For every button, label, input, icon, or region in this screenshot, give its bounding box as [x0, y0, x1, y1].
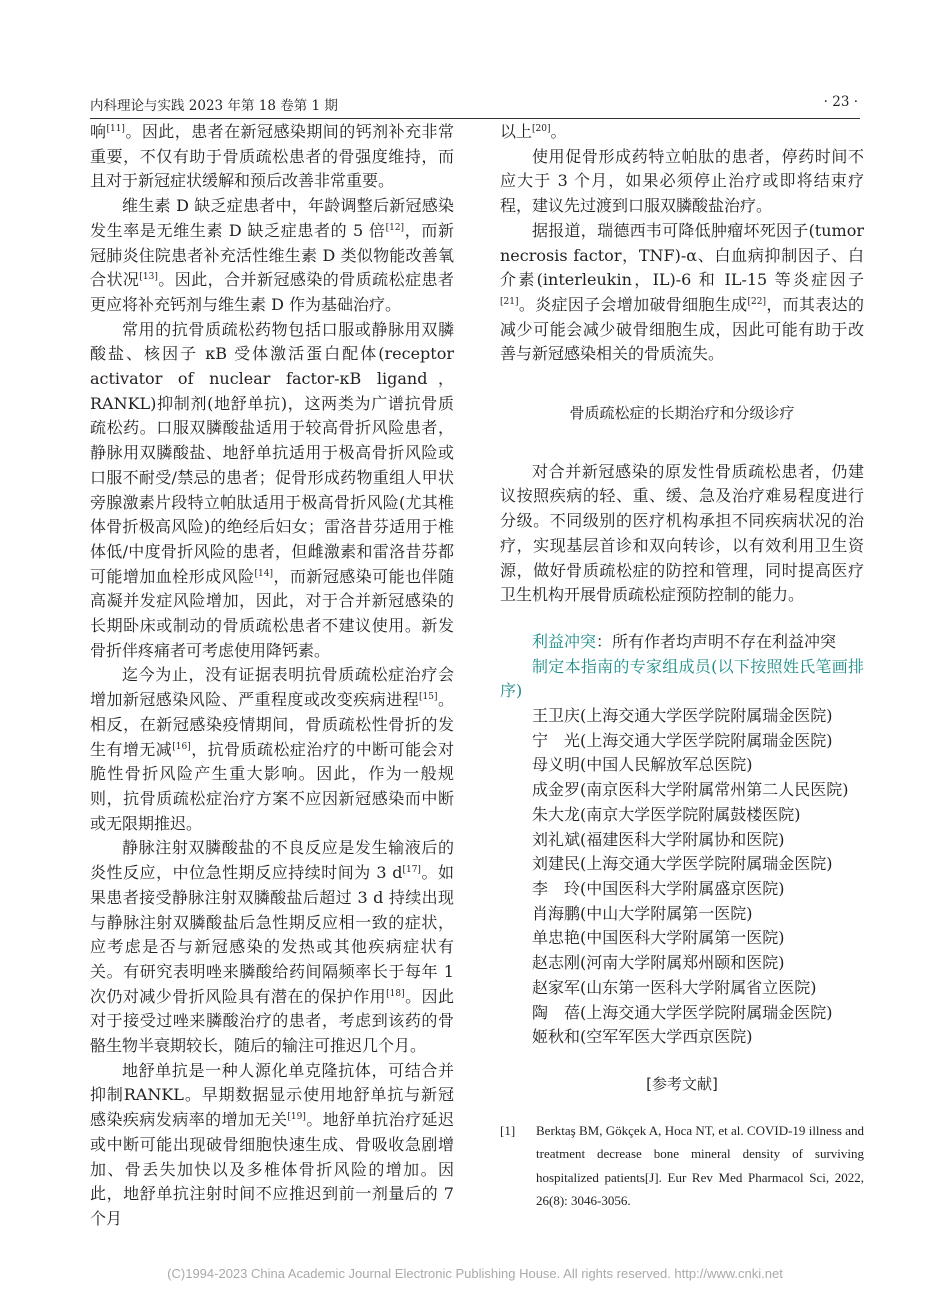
right-column [500, 120, 864, 1213]
expert-group-heading: 制定本指南的专家组成员(以下按照姓氏笔画排序) [500, 656, 864, 701]
copyright-footer: (C)1994-2023 China Academic Journal Electronic Publishing House. All rights reserved. http://www.cnki.net [167, 1266, 783, 1281]
paragraph-4: 迄今为止，没有证据表明抗骨质疏松症治疗会增加新冠感染风险、严重程度或改变疾病进程[15]。相反，在新冠感染疫情期间，骨质疏松性骨折的发生有增无减[16]，抗骨质疏松症治疗的中断可能会对脆性骨折风险产生重大影响。因此，作为一般规则，抗骨质疏松症治疗方案不应因新冠感染而中断或无限期推迟。 [90, 665, 454, 833]
paragraph-6: 地舒单抗是一种人源化单克隆抗体，可结合并抑制RANKL。早期数据显示使用地舒单抗与新冠感染疾病发病率的增加无关[19]。地舒单抗治疗延迟或中断可能出现破骨细胞快速生成、骨吸收急剧增加、骨丢失加快以及多椎体骨折风险的增加。因此，地舒单抗注射时间不应推迟到前一剂量后的 7 个月 [90, 1060, 454, 1228]
expert-member: 赵志刚(河南大学附属郑州颐和医院) [532, 953, 785, 973]
paragraph-5: 静脉注射双膦酸盐的不良反应是发生输液后的炎性反应，中位急性期反应持续时间为 3 d[17]。如果患者接受静脉注射双膦酸盐后超过 3 d 持续出现与静脉注射双膦酸盐后急性期反应相一致的症状，应考虑是否与新冠感染的发热或其他疾病症状有关。有研究表明唑来膦酸给药间隔频率长于每年 1 次仍对减少骨折风险具有潜在的保护作用[18]。因此对于接受过唑来膦酸治疗的患者，考虑到该药的骨骼生物半衰期较长，随后的输注可推迟几个月。 [90, 838, 454, 1056]
expert-member: 陶 蓓(上海交通大学医学院附属瑞金医院) [532, 1002, 833, 1022]
paragraph-10: 对合并新冠感染的原发性骨质疏松患者，仍建议按照疾病的轻、重、缓、急及治疗难易程度进行分级。不同级别的医疗机构承担不同疾病状况的治疗，实现基层首诊和双向转诊，以有效利用卫生资源，做好骨质疏松症的防控和管理，同时提高医疗卫生机构开展骨质疏松症预防控制的能力。 [500, 461, 864, 605]
reference-text: Berktaş BM, Gökçek A, Hoca NT, et al. COVID-19 illness and treatment decrease bone mineral density of surviving hospitalized patients[J]. Eur Rev Med Pharmacol Sci, 2022, 26(8): 3046-3056. [536, 1122, 864, 1209]
header-rule [90, 118, 860, 119]
page-number: · 23 · [823, 94, 858, 110]
reference-number: [1] [500, 1122, 516, 1138]
expert-member-list [500, 704, 864, 1050]
expert-member: 王卫庆(上海交通大学医学院附属瑞金医院) [532, 706, 833, 726]
paragraph-7: 以上[20]。 [500, 122, 567, 141]
expert-member: 刘建民(上海交通大学医学院附属瑞金医院) [532, 854, 833, 874]
expert-member: 姬秋和(空军军医大学西京医院) [532, 1027, 753, 1047]
expert-member: 刘礼斌(福建医科大学附属协和医院) [532, 829, 785, 849]
reference-item [500, 1119, 864, 1213]
section-title: 骨质疏松症的长期治疗和分级诊疗 [569, 404, 795, 423]
expert-member: 单忠艳(中国医科大学附属第一医院) [532, 928, 785, 948]
expert-member: 李 玲(中国医科大学附属盛京医院) [532, 878, 785, 898]
journal-header: 内科理论与实践 2023 年第 18 卷第 1 期 [90, 98, 338, 114]
expert-member: 朱大龙(南京大学医学院附属鼓楼医院) [532, 804, 801, 824]
references-title: [参考文献] [646, 1074, 718, 1093]
paragraph-8: 使用促骨形成药特立帕肽的患者，停药时间不应大于 3 个月，如果必须停止治疗或即将结束疗程，建议先过渡到口服双膦酸盐治疗。 [500, 146, 864, 216]
expert-member: 母义明(中国人民解放军总医院) [532, 755, 753, 775]
paragraph-9: 据报道，瑞德西韦可降低肿瘤坏死因子(tumor necrosis factor，TNF)-α、白血病抑制因子、白介素(interleukin，IL)-6 和 IL-15 等炎症因子[21]。炎症因子会增加破骨细胞生成[22]，而其表达的减少可能会减少破骨细胞生成，因此可能有助于改善与新冠感染相关的骨质流失。 [500, 220, 864, 364]
expert-member: 赵家军(山东第一医科大学附属省立医院) [532, 977, 817, 997]
expert-member: 肖海鹏(中山大学附属第一医院) [532, 903, 753, 923]
paragraph-2: 维生素 D 缺乏症患者中，年龄调整后新冠感染发生率是无维生素 D 缺乏症患者的 5 倍[12]，而新冠肺炎住院患者补充活性维生素 D 类似物能改善氧合状况[13]。因此，合并新冠感染的骨质疏松症患者更应将补充钙剂与维生素 D 作为基础治疗。 [90, 196, 454, 314]
expert-member: 成金罗(南京医科大学附属常州第二人民医院) [532, 780, 849, 800]
left-column [90, 120, 454, 1232]
paragraph-3: 常用的抗骨质疏松药物包括口服或静脉用双膦酸盐、核因子 κB 受体激活蛋白配体(receptor activator of nuclear factor-κB ligand，RANKL)抑制剂(地舒单抗)，这两类为广谱抗骨质疏松药。口服双膦酸盐适用于较高骨折风险患者，静脉用双膦酸盐、地舒单抗适用于极高骨折风险或口服不耐受/禁忌的患者；促骨形成药物重组人甲状旁腺激素片段特立帕肽适用于极高骨折风险(尤其椎体骨折极高风险)的绝经后妇女；雷洛昔芬适用于椎体低/中度骨折风险的患者，但雌激素和雷洛昔芬都可能增加血栓形成风险[14]，而新冠感染可能也伴随高凝并发症风险增加，因此，对于合并新冠感染的长期卧床或制动的骨质疏松患者不建议使用。新发骨折伴疼痛者可考虑使用降钙素。 [90, 319, 454, 660]
conflict-of-interest: 利益冲突：所有作者均声明不存在利益冲突 [532, 631, 837, 651]
paragraph-1: 响[11]。因此，患者在新冠感染期间的钙剂补充非常重要，不仅有助于骨质疏松患者的骨强度维持，而且对于新冠症状缓解和预后改善非常重要。 [90, 122, 454, 191]
expert-member: 宁 光(上海交通大学医学院附属瑞金医院) [532, 730, 833, 750]
